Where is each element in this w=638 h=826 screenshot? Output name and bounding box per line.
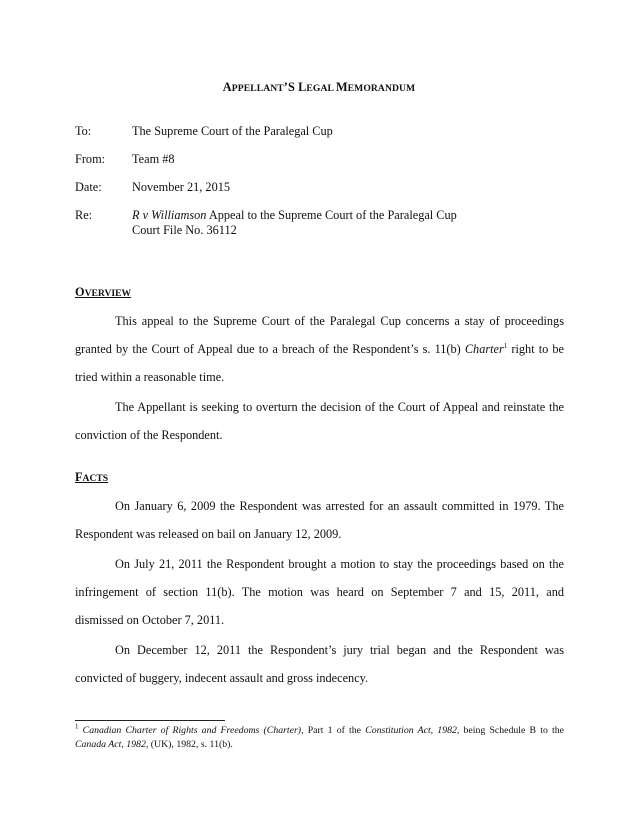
facts-heading [75,470,108,485]
footnote-line1 [75,724,564,738]
overview-p1-line2-b: right to be [507,342,564,356]
title-initial-l: L [298,80,307,94]
footnote-line2-end: , (UK), 1982, s. 11(b). [145,739,233,750]
facts-heading-initial: F [75,470,83,484]
footnote-canada-act: Canada Act, 1982 [75,739,146,750]
from-label: From: [75,152,106,166]
title-rest-l: EGAL [306,83,336,94]
title-rest-a: PPELLANT [231,83,284,94]
footnote-charter-title: Canadian Charter of Rights and Freedoms (Charter) [82,725,302,736]
facts-p1-line2: Respondent was released on bail on January 12, 2009. [75,527,342,541]
facts-p3-line2: convicted of buggery, indecent assault and gross indecency. [75,671,369,685]
to-value: The Supreme Court of the Paralegal Cup [132,124,333,138]
footnote-mid: , Part 1 of the [301,725,366,736]
footnote-mark: 1 [75,722,79,731]
facts-p2-line3: dismissed on October 7, 2011. [75,613,225,627]
memo-title [0,80,638,95]
overview-p1-line1: This appeal to the Supreme Court of the Paralegal Cup concerns a stay of proceedings [115,314,564,328]
overview-heading [75,285,131,300]
footnote-separator [75,720,225,721]
re-case-name: R v Williamson [132,208,207,222]
footnote-line1-end: , being Schedule B to the [456,725,564,736]
facts-p3-line1: On December 12, 2011 the Respondent’s jury trial began and the Respondent was [115,643,564,657]
re-court-file: Court File No. 36112 [132,223,237,237]
to-label: To: [75,124,92,138]
date-label: Date: [75,180,102,194]
title-initial-a: A [222,80,232,94]
re-subject: Appeal to the Supreme Court of the Paralegal Cup [206,208,457,222]
overview-heading-rest: VERVIEW [84,288,132,299]
overview-p1-line2-a: granted by the Court of Appeal due to a breach of the Respondent’s s. 11(b) [75,342,465,356]
facts-p1-line1: On January 6, 2009 the Respondent was arrested for an assault committed in 1979. The [115,499,564,513]
date-value: November 21, 2015 [132,180,231,194]
overview-p1-line3: tried within a reasonable time. [75,370,225,384]
re-label: Re: [75,208,93,222]
title-initial-m: M [335,80,348,94]
title-apostrophe: ’S [283,80,299,94]
overview-heading-initial: O [75,285,85,299]
from-value: Team #8 [132,152,175,166]
title-rest-m: EMORANDUM [347,83,416,94]
overview-p1-line2 [75,342,564,357]
footnote-ref-1: 1 [503,341,508,350]
footnote-line2 [75,738,564,752]
facts-p2-line2: infringement of section 11(b). The motion was heard on September 7 and 15, 2011, and [75,585,564,599]
footnote-constitution-act: Constitution Act, 1982 [365,725,457,736]
overview-p2-line1: The Appellant is seeking to overturn the decision of the Court of Appeal and reinstate the [115,400,564,414]
overview-p2-line2: conviction of the Respondent. [75,428,223,442]
charter-italic: Charter [464,342,504,356]
re-value [132,208,457,238]
facts-heading-rest: ACTS [82,473,109,484]
facts-p2-line1: On July 21, 2011 the Respondent brought a motion to stay the proceedings based on the [115,557,564,571]
